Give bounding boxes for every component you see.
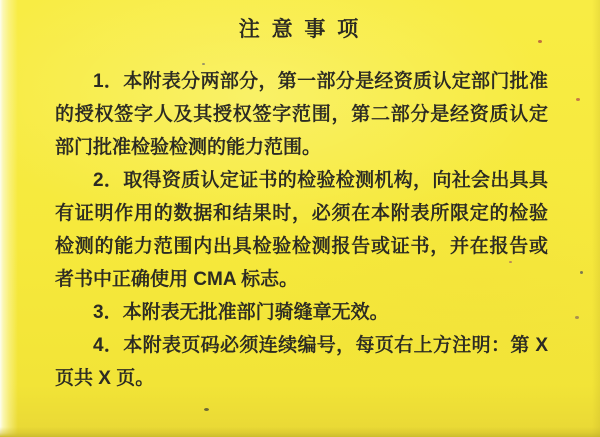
paper-speck — [580, 271, 583, 274]
paper-speck — [575, 316, 579, 319]
page-edge-right — [592, 0, 600, 437]
notice-paragraph-2: 2．取得资质认定证书的检验检测机构，向社会出具具有证明作用的数据和结果时，必须在本附表所限定的检验检测的能力范围内出具检验检测报告或证书，并在报告或者书中正确使用 CMA 标志。 — [55, 170, 548, 290]
notice-text-block — [55, 65, 548, 395]
page-edge-left — [0, 0, 18, 437]
paper-speck — [204, 408, 209, 411]
paper-speck — [538, 40, 542, 43]
paper-speck — [202, 63, 205, 65]
page-title: 注 意 事 项 — [238, 18, 362, 41]
notice-paragraph-1: 1．本附表分两部分，第一部分是经资质认定部门批准的授权签字人及其授权签字范围，第二部分是经资质认定部门批准检验检测的能力范围。 — [55, 71, 548, 158]
notice-paragraph-3: 3．本附表无批准部门骑缝章无效。 — [93, 302, 389, 323]
paper-speck — [576, 98, 580, 101]
page-edge-bottom — [0, 427, 600, 437]
notice-paragraph-4: 4．本附表页码必须连续编号，每页右上方注明：第 X 页共 X 页。 — [55, 335, 548, 389]
paper-speck — [509, 261, 512, 263]
